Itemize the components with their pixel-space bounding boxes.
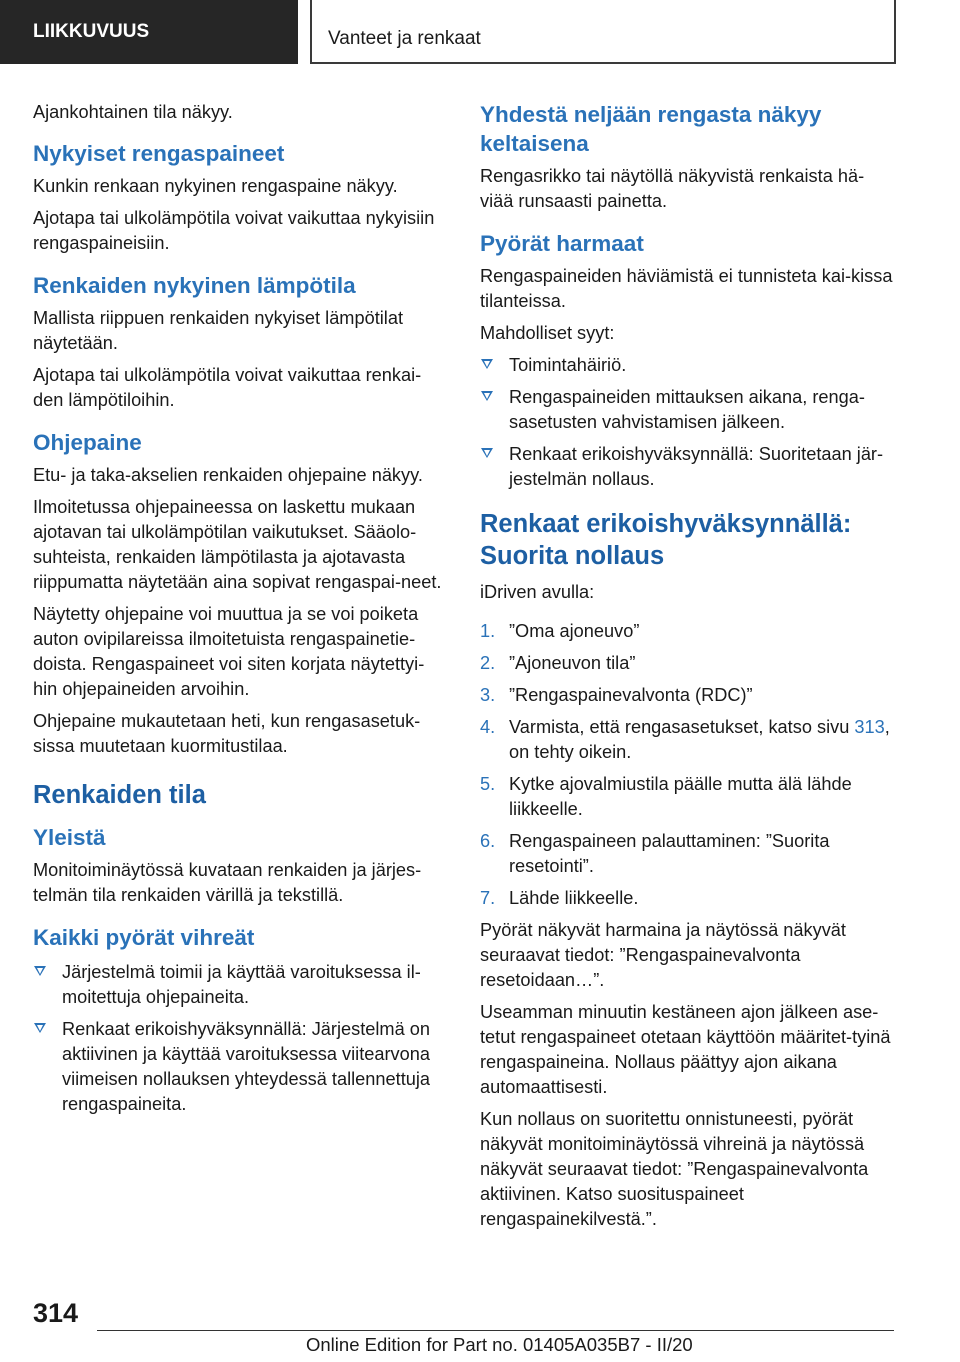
step-item: 4. Varmista, että rengasasetukset, katso sivu 313, on tehty oikein. [480, 717, 890, 762]
list-item: Järjestelmä toimii ja käyttää varoituksessa il-moitettuja ohjepaineita. [33, 960, 448, 1010]
header-chapter-title: Vanteet ja renkaat [328, 28, 481, 49]
heading-current-temperature: Renkaiden nykyinen lämpötila [33, 273, 356, 298]
text-after-1: Pyörät näkyvät harmaina ja näytössä näkyvät seuraavat tiedot: ”Rengaspainevalvonta resetoidaan…”. [480, 920, 846, 990]
triangle-bullet-icon [481, 359, 493, 369]
heading-current-pressures: Nykyiset rengaspaineet [33, 141, 285, 166]
step-item: 7. Lähde liikkeelle. [480, 888, 639, 908]
step-item: 3. ”Rengaspainevalvonta (RDC)” [480, 685, 753, 705]
triangle-bullet-icon [34, 1023, 46, 1033]
header-chapter-tab [310, 0, 896, 64]
triangle-bullet-icon [34, 966, 46, 976]
grey-causes-list [480, 353, 895, 492]
heading-yellow-tires: Yhdestä neljään rengasta näkyy keltaisena [480, 102, 822, 156]
text-general: Monitoiminäytössä kuvataan renkaiden ja järjes-telmän tila renkaiden värillä ja tekstillä. [33, 860, 422, 905]
text-target-4: Ohjepaine mukautetaan heti, kun rengasasetuk-sissa muutetaan kuormitustilaa. [33, 711, 421, 756]
text-yellow: Rengasrikko tai näytöllä näkyvistä renkaista hä-viää runsaasti painetta. [480, 166, 865, 211]
text-current-1: Kunkin renkaan nykyinen rengaspaine näkyy. [33, 176, 398, 196]
text-grey-1: Rengaspaineiden häviämistä ei tunnisteta kai-kissa tilanteissa. [480, 266, 893, 311]
text-temp-1: Mallista riippuen renkaiden nykyiset lämpötilat näytetään. [33, 308, 403, 353]
list-item: Rengaspaineiden mittauksen aikana, renga-sasetusten vahvistamisen jälkeen. [480, 385, 895, 435]
triangle-bullet-icon [481, 448, 493, 458]
step-item: 6. Rengaspaineen palauttaminen: ”Suorita resetointi”. [480, 831, 830, 876]
heading-all-green: Kaikki pyörät vihreät [33, 925, 255, 950]
step-item: 1. ”Oma ajoneuvo” [480, 621, 640, 641]
header-section-label: LIIKKUVUUS [33, 21, 150, 42]
text-idrive: iDriven avulla: [480, 582, 595, 602]
reset-steps-list [480, 619, 895, 911]
intro-text: Ajankohtainen tila näkyy. [33, 102, 233, 122]
heading-perform-reset: Renkaat erikoishyväksynnällä: Suorita nollaus [480, 510, 852, 570]
text-current-2: Ajotapa tai ulkolämpötila voivat vaikuttaa nykyisiin rengaspaineisiin. [33, 208, 435, 253]
text-grey-2: Mahdolliset syyt: [480, 323, 615, 343]
text-target-3: Näytetty ohjepaine voi muuttua ja se voi poiketa auton ovipilareissa ilmoitetuista rengaspainetie-doista. Rengaspaineet voi siten korjata näytettyi-hin ohjepaineiden arvoihin. [33, 604, 425, 699]
list-item: Toimintahäiriö. [480, 353, 895, 378]
heading-grey-wheels: Pyörät harmaat [480, 231, 644, 256]
header-section-tab [0, 0, 298, 64]
left-column [33, 100, 448, 1124]
text-target-2: Ilmoitetussa ohjepaineessa on laskettu mukaan ajotavan tai ulkolämpötilan vaikutukset. Sääolo-suhteista, renkaiden lämpötilasta ja ajotavasta riippumatta näytetään aina sopivat rengaspai-neet. [33, 497, 442, 592]
triangle-bullet-icon [481, 391, 493, 401]
heading-general: Yleistä [33, 825, 106, 850]
heading-tire-status: Renkaiden tila [33, 781, 206, 809]
footer-divider [97, 1330, 894, 1331]
text-after-3: Kun nollaus on suoritettu onnistuneesti, pyörät näkyvät monitoiminäytössä vihreinä ja näytössä näkyvät seuraavat tiedot: ”Rengaspainevalvonta aktiivinen. Katso suosituspaineet rengaspainekilvestä.”. [480, 1109, 869, 1229]
green-list [33, 960, 448, 1117]
heading-target-pressure: Ohjepaine [33, 430, 142, 455]
list-item: Renkaat erikoishyväksynnällä: Järjestelmä on aktiivinen ja käyttää varoituksessa viitearvona viimeisen nollauksen yhteydessä tallennettuja rengaspaineita. [33, 1017, 448, 1117]
list-item: Renkaat erikoishyväksynnällä: Suoritetaan jär-jestelmän nollaus. [480, 442, 895, 492]
text-after-2: Useamman minuutin kestäneen ajon jälkeen ase-tetut rengaspaineet otetaan käyttöön määritet-tyinä rengaspaineina. Nollaus päättyy ajon aikana automaattisesti. [480, 1002, 891, 1097]
footer-edition: Online Edition for Part no. 01405A035B7 - II/20 [306, 1334, 693, 1355]
page-link-313[interactable]: 313 [854, 717, 885, 737]
step-item: 5. Kytke ajovalmiustila päälle mutta älä lähde liikkeelle. [480, 774, 852, 819]
right-column [480, 100, 895, 1239]
step-item: 2. ”Ajoneuvon tila” [480, 653, 636, 673]
text-temp-2: Ajotapa tai ulkolämpötila voivat vaikuttaa renkai-den lämpötiloihin. [33, 365, 422, 410]
text-target-1: Etu- ja taka-akselien renkaiden ohjepaine näkyy. [33, 465, 423, 485]
page-number: 314 [33, 1298, 79, 1328]
